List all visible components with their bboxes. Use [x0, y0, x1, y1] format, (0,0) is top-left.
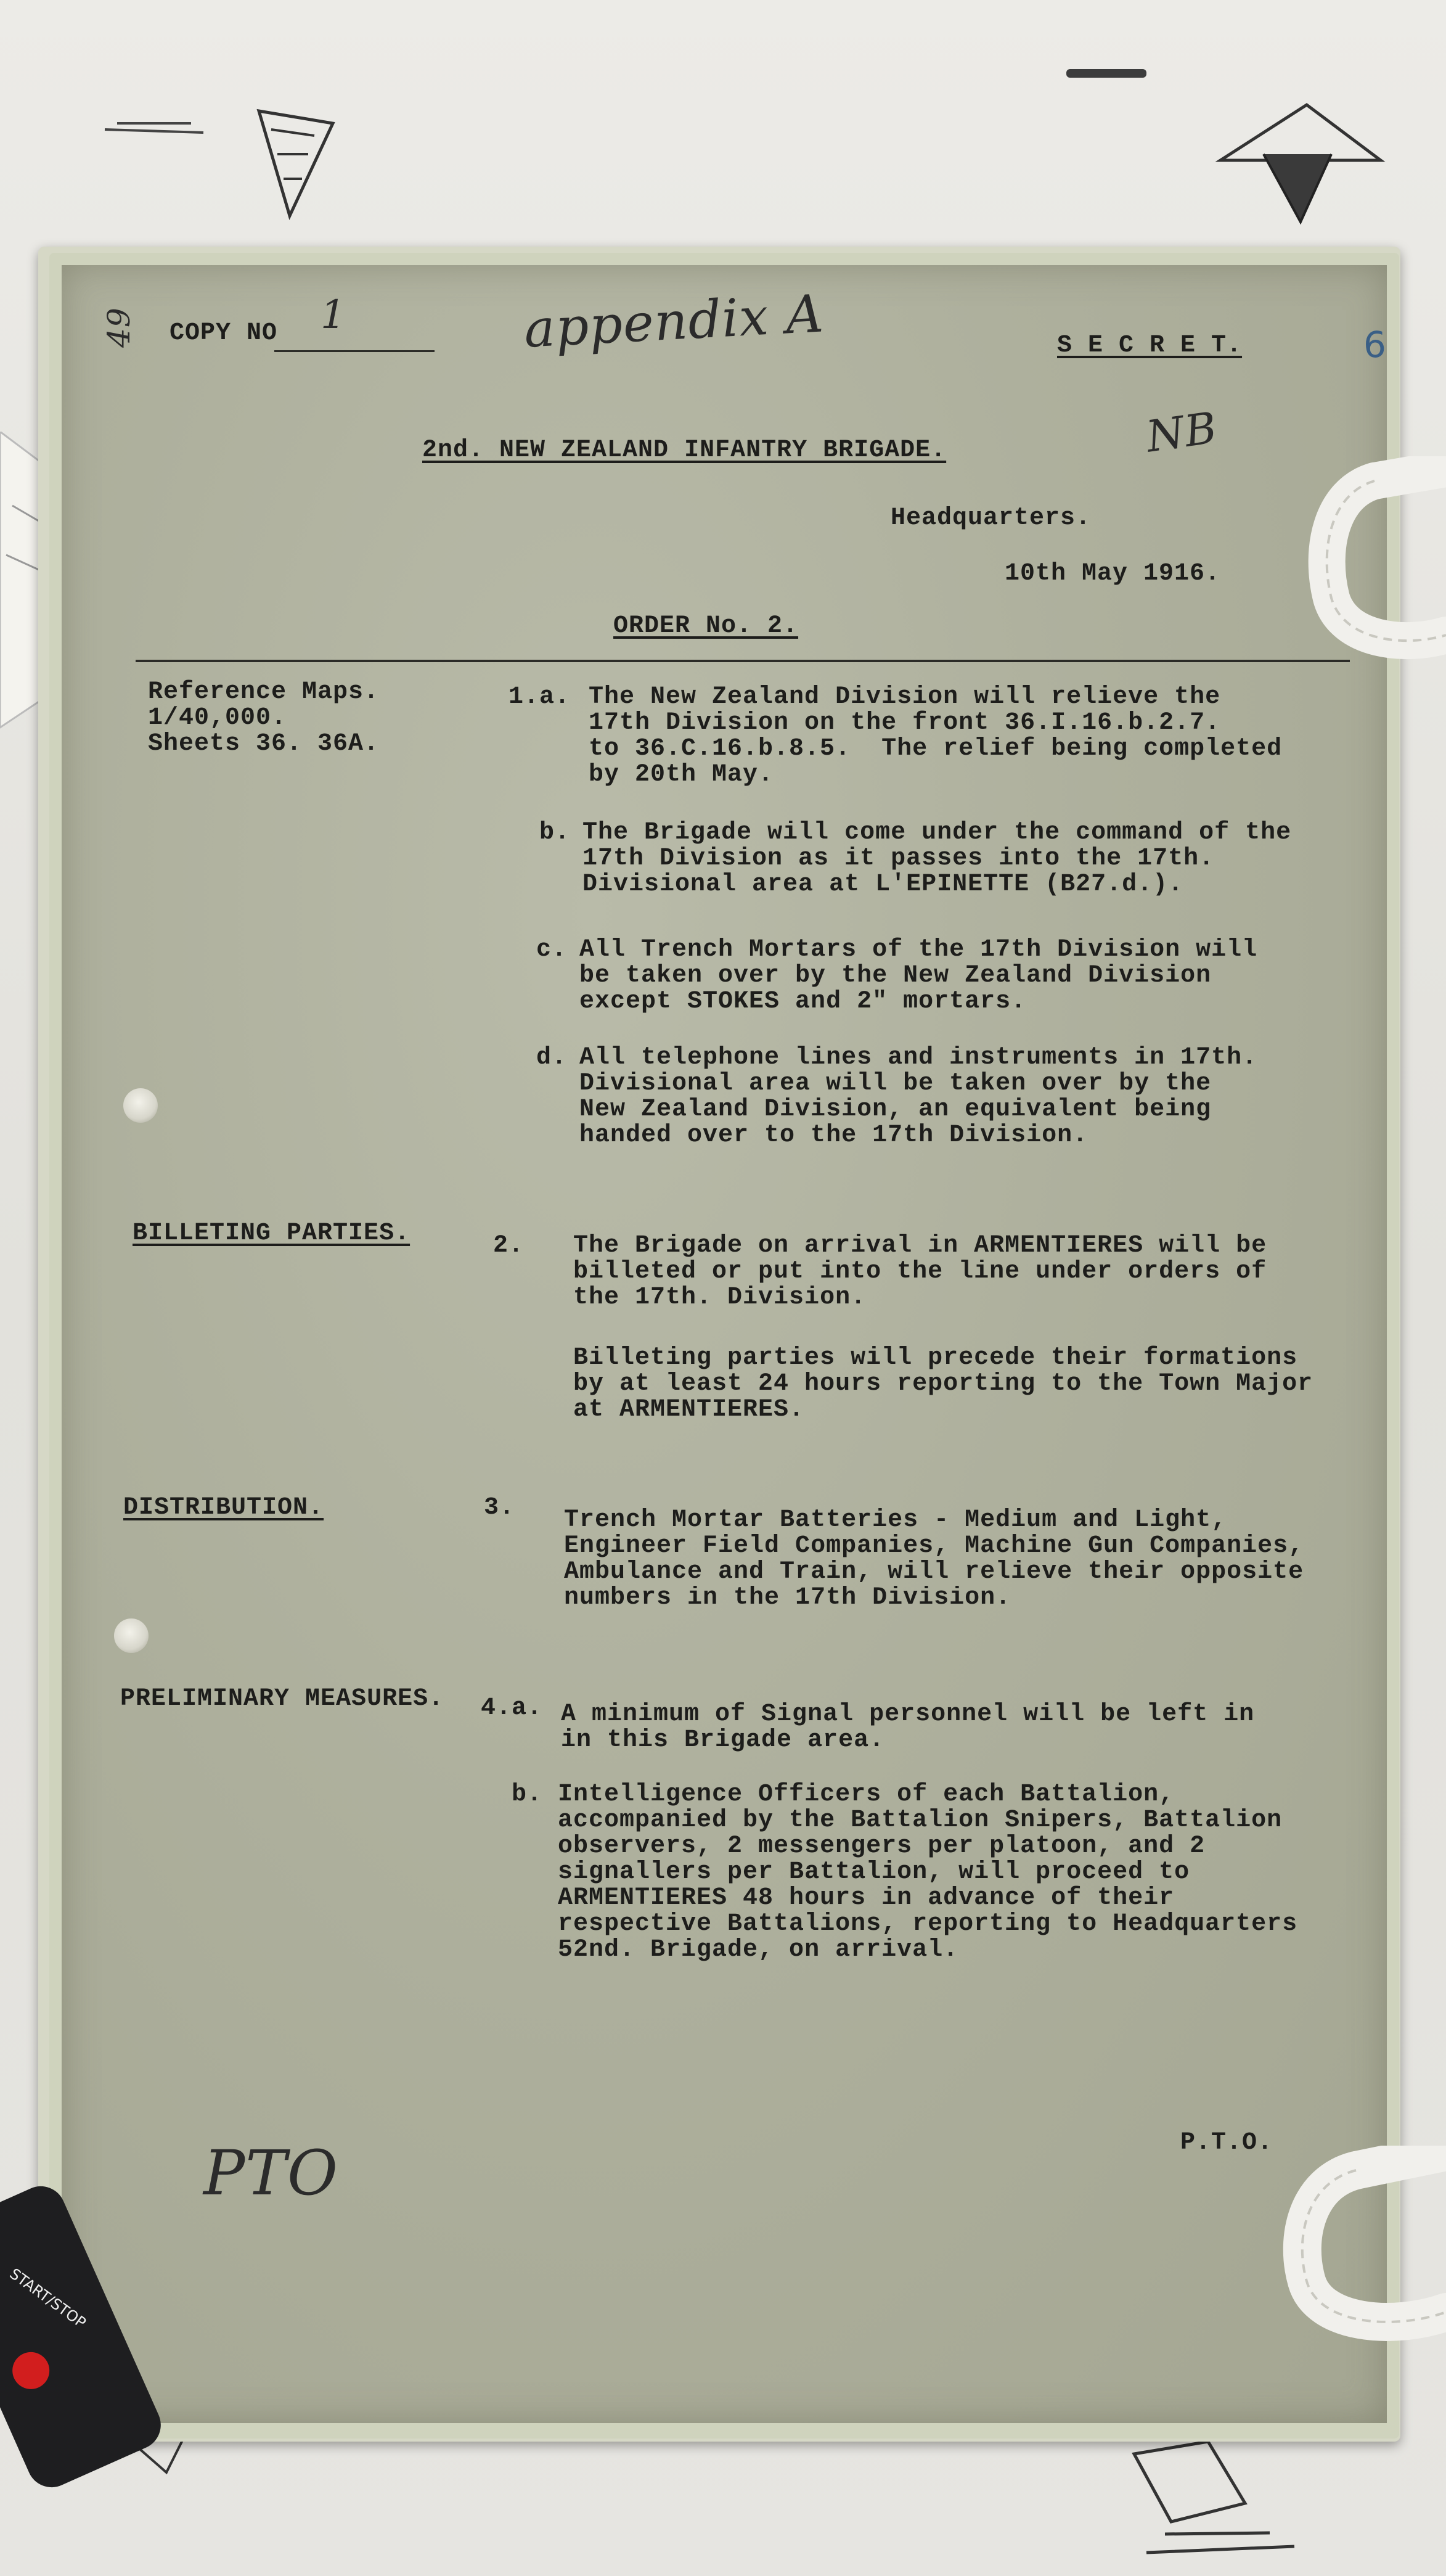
- section-4b-number: b.: [512, 1781, 543, 1808]
- pto-typed: P.T.O.: [1180, 2129, 1273, 2157]
- copy-number: 1: [321, 292, 346, 338]
- pto-handwritten: PTO: [203, 2137, 338, 2209]
- section-1d-line: New Zealand Division, an equivalent being: [579, 1096, 1212, 1123]
- section-2-line: by at least 24 hours reporting to the Town Major: [573, 1370, 1313, 1398]
- appendix-handwriting: appendix A: [522, 283, 826, 359]
- file-tie-lower: [1270, 2146, 1446, 2343]
- section-1b-line: Divisional area at L'EPINETTE (B27.d.).: [582, 871, 1184, 898]
- section-4a-number: 4.a.: [481, 1694, 543, 1722]
- copy-number-line: [274, 350, 435, 352]
- section-1a-line: by 20th May.: [589, 761, 774, 789]
- section-4b-line: Intelligence Officers of each Battalion,: [558, 1781, 1175, 1808]
- section-4a-line: A minimum of Signal personnel will be left in: [561, 1700, 1255, 1728]
- section-1d-line: All telephone lines and instruments in 17th.: [579, 1044, 1258, 1072]
- section-3-heading: DISTRIBUTION.: [123, 1494, 324, 1522]
- pencil-sketch-top-right: [1208, 92, 1405, 240]
- section-4b-line: accompanied by the Battalion Snipers, Battalion: [558, 1807, 1283, 1834]
- pencil-mark-top: [1066, 69, 1146, 78]
- section-1a-number: 1.a.: [509, 683, 571, 711]
- section-1b-number: b.: [539, 819, 571, 847]
- section-4b-line: respective Battalions, reporting to Headquarters: [558, 1910, 1298, 1938]
- headquarters-line: Headquarters.: [891, 504, 1092, 532]
- section-4a-line: in this Brigade area.: [561, 1726, 885, 1754]
- section-1d-number: d.: [536, 1044, 568, 1072]
- copy-label: COPY NO: [170, 319, 278, 347]
- document-page: [62, 265, 1387, 2423]
- section-1c-line: except STOKES and 2" mortars.: [579, 988, 1027, 1015]
- section-2-line: The Brigade on arrival in ARMENTIERES will be: [573, 1232, 1267, 1260]
- section-2-line: Billeting parties will precede their formations: [573, 1344, 1298, 1372]
- section-3-line: numbers in the 17th Division.: [564, 1584, 1011, 1612]
- section-1a-line: to 36.C.16.b.8.5. The relief being completed: [589, 735, 1283, 763]
- section-3-line: Ambulance and Train, will relieve their opposite: [564, 1558, 1304, 1586]
- margin-note: 49: [100, 307, 137, 348]
- start-stop-button[interactable]: [7, 2346, 55, 2395]
- document-title: 2nd. NEW ZEALAND INFANTRY BRIGADE.: [422, 437, 947, 464]
- section-4b-line: signallers per Battalion, will proceed to: [558, 1858, 1190, 1886]
- section-1a-line: 17th Division on the front 36.I.16.b.2.7.: [589, 709, 1221, 737]
- section-3-number: 3.: [484, 1494, 515, 1522]
- section-1c-line: All Trench Mortars of the 17th Division will: [579, 936, 1258, 964]
- section-2-heading: BILLETING PARTIES.: [133, 1220, 411, 1247]
- reference-line-3: Sheets 36. 36A.: [148, 730, 380, 758]
- section-4b-line: observers, 2 messengers per platoon, and 2: [558, 1832, 1206, 1860]
- file-tie-upper: [1307, 456, 1446, 660]
- order-title: ORDER No. 2.: [613, 612, 799, 640]
- reference-line-2: 1/40,000.: [148, 704, 287, 732]
- punch-hole-upper: [123, 1088, 158, 1123]
- section-1c-line: be taken over by the New Zealand Division: [579, 962, 1212, 990]
- section-2-number: 2.: [493, 1232, 525, 1260]
- section-3-line: Trench Mortar Batteries - Medium and Light,: [564, 1506, 1227, 1534]
- section-4b-line: ARMENTIERES 48 hours in advance of their: [558, 1884, 1175, 1912]
- section-1b-line: The Brigade will come under the command of the: [582, 819, 1292, 847]
- section-1c-number: c.: [536, 936, 568, 964]
- section-1b-line: 17th Division as it passes into the 17th.: [582, 845, 1215, 872]
- section-4-heading: PRELIMINARY MEASURES.: [120, 1685, 444, 1713]
- secret-stamp: S E C R E T.: [1057, 332, 1243, 359]
- corner-initials: NB: [1143, 402, 1220, 462]
- pencil-sketch-top-left: [92, 86, 388, 234]
- pencil-sketch-bottom-right: [1109, 2429, 1319, 2571]
- section-1a-line: The New Zealand Division will relieve the: [589, 683, 1221, 711]
- punch-hole-lower: [114, 1618, 149, 1653]
- date-line: 10th May 1916.: [1005, 560, 1221, 588]
- start-stop-label: START/STOP: [6, 2265, 89, 2332]
- section-3-line: Engineer Field Companies, Machine Gun Companies,: [564, 1532, 1304, 1560]
- section-2-line: billeted or put into the line under orders of: [573, 1258, 1267, 1286]
- header-divider: [136, 660, 1350, 662]
- section-2-line: the 17th. Division.: [573, 1284, 867, 1311]
- section-1d-line: Divisional area will be taken over by the: [579, 1070, 1212, 1097]
- folio-number: 6: [1363, 324, 1386, 366]
- section-1d-line: handed over to the 17th Division.: [579, 1122, 1089, 1149]
- section-4b-line: 52nd. Brigade, on arrival.: [558, 1936, 959, 1964]
- section-2-line: at ARMENTIERES.: [573, 1396, 805, 1424]
- reference-line-1: Reference Maps.: [148, 678, 380, 706]
